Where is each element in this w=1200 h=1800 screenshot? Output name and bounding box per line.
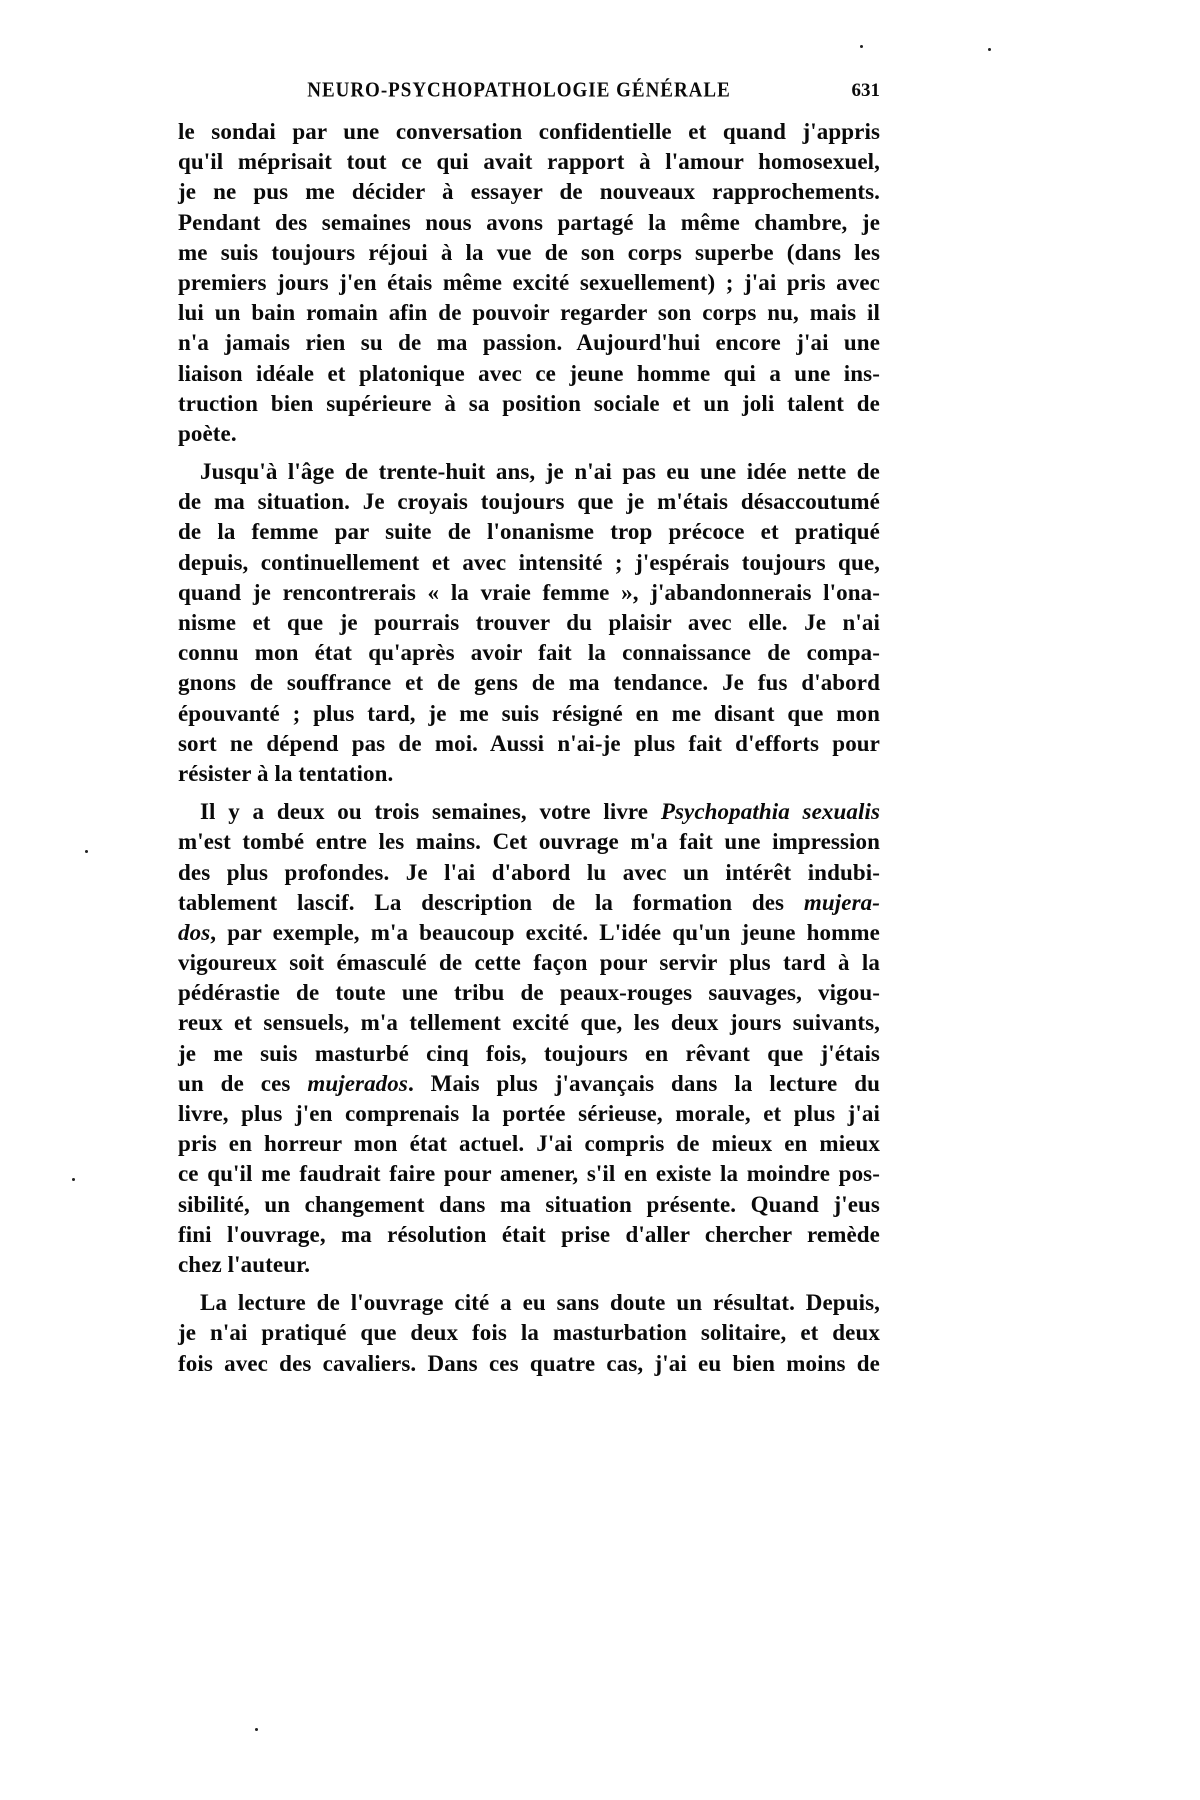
text-line: truction bien supérieure à sa position sociale et un joli talent de xyxy=(178,390,880,416)
text-line: Jusqu'à l'âge de trente-huit ans, je n'ai pas eu une idée nette de xyxy=(200,459,880,485)
text-line: gnons de souffrance et de gens de ma tendance. Je fus d'abord xyxy=(178,670,880,696)
running-head xyxy=(178,76,880,106)
text-line: vigoureux soit émasculé de cette façon pour servir plus tard à la xyxy=(178,950,880,976)
text-line: pris en horreur mon état actuel. J'ai compris de mieux en mieux xyxy=(178,1131,880,1157)
text-line: sort ne dépend pas de moi. Aussi n'ai-je plus fait d'efforts pour xyxy=(178,730,880,756)
text-line: ce qu'il me faudrait faire pour amener, s'il en existe la moindre pos- xyxy=(178,1161,880,1187)
text-line: La lecture de l'ouvrage cité a eu sans doute un résultat. Depuis, xyxy=(200,1290,880,1316)
text-line: n'a jamais rien su de ma passion. Aujourd'hui encore j'ai une xyxy=(178,330,880,356)
text-line: Pendant des semaines nous avons partagé la même chambre, je xyxy=(178,209,880,235)
text-line: je ne pus me décider à essayer de nouveaux rapprochements. xyxy=(178,179,880,205)
text-line: me suis toujours réjoui à la vue de son corps superbe (dans les xyxy=(178,239,880,265)
text-line: m'est tombé entre les mains. Cet ouvrage m'a fait une impression xyxy=(178,829,880,855)
paragraph xyxy=(178,797,880,1280)
text-line: reux et sensuels, m'a tellement excité que, les deux jours suivants, xyxy=(178,1010,880,1036)
text-line: des plus profondes. Je l'ai d'abord lu avec un intérêt indubi- xyxy=(178,859,880,885)
text-line: quand je rencontrerais « la vraie femme », j'abandonnerais l'ona- xyxy=(178,579,880,605)
text-line: poète. xyxy=(178,420,237,446)
text-line: pédérastie de toute une tribu de peaux-rouges sauvages, vigou- xyxy=(178,980,880,1006)
italic-term: Psychopathia sexualis xyxy=(660,799,880,825)
text-line: je me suis masturbé cinq fois, toujours en rêvant que j'étais xyxy=(178,1040,880,1066)
paragraph-gap xyxy=(178,1280,880,1288)
text-line: depuis, continuellement et avec intensité ; j'espérais toujours que, xyxy=(178,549,880,575)
margin-speck xyxy=(72,1178,75,1181)
text-line: nisme et que je pourrais trouver du plaisir avec elle. Je n'ai xyxy=(178,610,880,635)
paragraph xyxy=(178,1288,880,1379)
text-line: le sondai par une conversation confidentielle et quand j'appris xyxy=(178,119,880,144)
text-line: dos, par exemple, m'a beaucoup excité. L'idée qu'un jeune homme xyxy=(178,919,880,945)
text-line: un de ces mujerados. Mais plus j'avançais dans la lecture du xyxy=(178,1070,880,1096)
text-line: je n'ai pratiqué que deux fois la masturbation solitaire, et deux xyxy=(178,1320,880,1346)
text-line: résister à la tentation. xyxy=(178,760,394,786)
text-line: fini l'ouvrage, ma résolution était prise d'aller chercher remède xyxy=(178,1221,880,1247)
margin-speck xyxy=(860,45,863,48)
text-line: livre, plus j'en comprenais la portée sérieuse, morale, et plus j'ai xyxy=(178,1101,880,1126)
page-number: 631 xyxy=(851,80,880,101)
text-line: épouvanté ; plus tard, je me suis résigné en me disant que mon xyxy=(178,700,880,726)
text-line: de la femme par suite de l'onanisme trop précoce et pratiqué xyxy=(178,519,880,545)
text-line: sibilité, un changement dans ma situation présente. Quand j'eus xyxy=(178,1191,880,1217)
margin-speck xyxy=(255,1728,258,1731)
running-title: NEURO-PSYCHOPATHOLOGIE GÉNÉRALE xyxy=(307,78,731,102)
text-line: premiers jours j'en étais même excité sexuellement) ; j'ai pris avec xyxy=(178,269,880,295)
text-line: qu'il méprisait tout ce qui avait rapport à l'amour homosexuel, xyxy=(178,149,880,175)
italic-term: mujerados xyxy=(307,1070,408,1096)
margin-speck xyxy=(988,48,991,51)
text-line: chez l'auteur. xyxy=(178,1251,311,1277)
text-line: lui un bain romain afin de pouvoir regarder son corps nu, mais il xyxy=(178,300,880,326)
text-line: connu mon état qu'après avoir fait la connaissance de compa- xyxy=(178,640,880,666)
paragraph xyxy=(178,117,880,449)
italic-term: mujera- xyxy=(803,889,880,915)
italic-term: dos xyxy=(178,919,211,945)
paragraph xyxy=(178,457,880,789)
text-line: liaison idéale et platonique avec ce jeune homme qui a une ins- xyxy=(178,360,880,386)
paragraph-gap xyxy=(178,449,880,457)
text-line: fois avec des cavaliers. Dans ces quatre cas, j'ai eu bien moins de xyxy=(178,1350,880,1376)
paragraph-gap xyxy=(178,789,880,797)
text-line: tablement lascif. La description de la formation des mujera- xyxy=(178,889,880,915)
text-line: Il y a deux ou trois semaines, votre livre Psychopathia sexualis xyxy=(200,799,880,825)
body-text xyxy=(178,117,880,1379)
margin-speck xyxy=(85,850,88,853)
text-line: de ma situation. Je croyais toujours que je m'étais désaccoutumé xyxy=(178,489,880,515)
